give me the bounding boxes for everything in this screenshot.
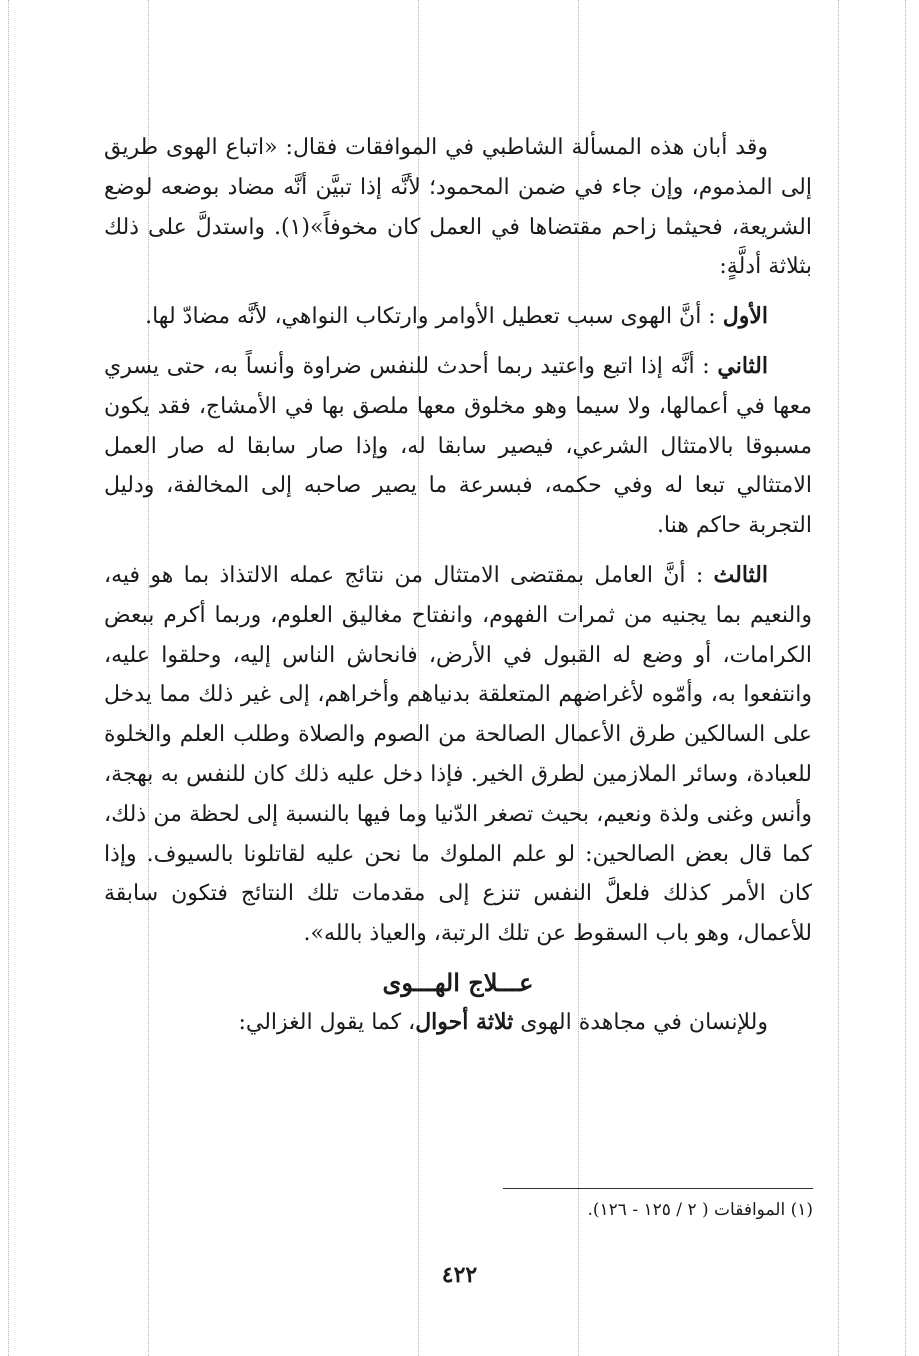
page-number: ٤٢٢ <box>441 1262 478 1288</box>
paragraph-lead: الأول <box>722 303 768 330</box>
scan-dotted-line <box>8 0 9 1356</box>
paragraph-lead: الثاني <box>717 352 768 379</box>
closing-text-before: وللإنسان في مجاهدة الهوى <box>513 1009 768 1035</box>
intro-paragraph <box>104 128 812 287</box>
section-heading: عـــلاج الهـــوى <box>382 967 534 997</box>
paragraph-lead: الثالث <box>713 561 768 588</box>
paragraph-text: وقد أبان هذه المسألة الشاطبي في الموافقات فقال: «اتباع الهوى طريق إلى المذموم، وإن جاء في ضمن المحمود؛ لأنَّه إذا تبيَّن أنَّه مضاد بوضعه لوضع الشريعة، فحيثما زاحم مقتضاها في العمل كان مخوفاً»(١). واستدلَّ على ذلك بثلاثة أدلَّةٍ: <box>104 135 812 280</box>
closing-text-bold: ثلاثة أحوال <box>415 1008 514 1035</box>
paragraph-text: : أنَّ الهوى سبب تعطيل الأوامر وارتكاب النواهي، لأنَّه مضادّ لها. <box>145 304 723 330</box>
second-evidence-paragraph <box>104 347 812 546</box>
page-body <box>104 128 812 1043</box>
paragraph-text: : أنَّ العامل بمقتضى الامتثال من نتائج عمله الالتذاذ بما هو فيه، والنعيم بما يجنيه من ثمرات الفهوم، وانفتاح مغاليق العلوم، وربما أكرم ببعض الكرامات، أو وضع له القبول في الأرض، فانحاش الناس إليه، وحلقوا عليه، وانتفعوا به، وأمّوه لأغراضهم المتعلقة بدنياهم وأخراهم، إلى غير ذلك مما يدخل على السالكين طرق الأعمال الصالحة من الصوم والصلاة وطلب العلم والخلوة للعبادة، وسائر الملازمين لطرق الخير. فإذا دخل عليه ذلك كان للنفس به بهجة، وأنس وغنى ولذة ونعيم، بحيث تصغر الدّنيا وما فيها بالنسبة إلى لحظة من ذلك، كما قال بعض الصالحين: لو علم الملوك ما نحن عليه لقاتلونا بالسيوف. وإذا كان الأمر كذلك فلعلَّ النفس تنزع إلى مقدمات تلك النتائج فتكون سابقة للأعمال، وهو باب السقوط عن تلك الرتبة، والعياذ بالله». <box>104 562 812 947</box>
paragraph-text: : أنَّه إذا اتبع واعتيد ربما أحدث للنفس ضراوة وأنساً به، حتى يسري معها في أعمالها، ولا سيما وهو مخلوق معها ملصق بها في الأمشاج، فقد يكون مسبوقا بالامتثال الشرعي، فيصير سابقا له، وإذا صار سابقا له صار العمل الامتثالي تبعا له وفي حكمه، فبسرعة ما يصير صاحبه إلى المخالفة، ودليل التجربة حاكم هنا. <box>104 353 812 539</box>
closing-text-after: ، كما يقول الغزالي: <box>238 1009 416 1035</box>
footnote-divider <box>503 1188 813 1189</box>
third-evidence-paragraph <box>104 556 812 954</box>
closing-paragraph <box>104 1003 812 1043</box>
scan-dotted-line <box>905 0 906 1356</box>
footnote: (١) الموافقات ( ٢ / ١٢٥ - ١٢٦). <box>587 1200 813 1220</box>
scan-dotted-line <box>838 0 839 1356</box>
first-evidence-paragraph <box>104 297 812 337</box>
